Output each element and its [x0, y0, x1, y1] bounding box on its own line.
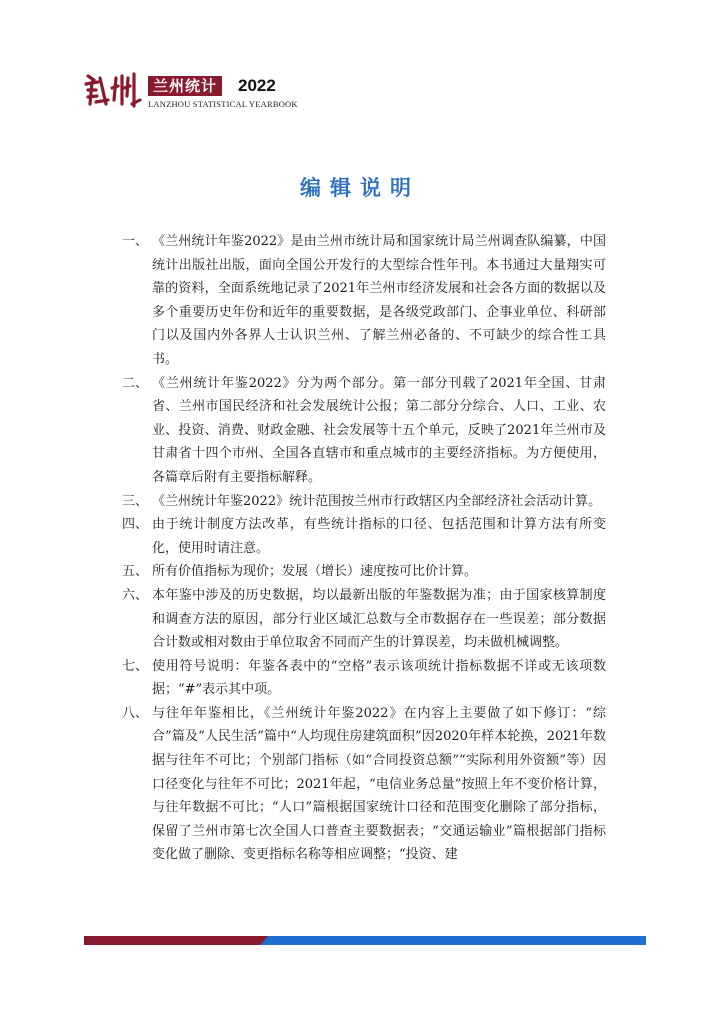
item-number: 六、 [122, 587, 149, 603]
item-text: 所有价值指标为现价；发展（增长）速度按可比价计算。 [152, 564, 478, 580]
item-number: 八、 [122, 705, 149, 721]
item-text: 《兰州统计年鉴2022》是由兰州市统计局和国家统计局兰州调查队编纂，中国统计出版社出版，面向全国公开发行的大型综合性年刊。本书通过大量翔实可靠的资料，全面系统地记录了2021年兰州市经济发展和社会各方面的数据以及多个重要历史年份和近年的重要数据，是各级党政部门、企事业单位、科研部门以及国内外各界人士认识兰州、了解兰州必备的、不可缺少的综合性工具书。 [152, 234, 606, 367]
item-number: 二、 [122, 375, 149, 391]
brand-label: 兰州统计 [148, 76, 222, 96]
brand-english-name: LANZHOU STATISTICAL YEARBOOK [148, 99, 298, 109]
item-text: 本年鉴中涉及的历史数据，均以最新出版的年鉴数据为准；由于国家核算制度和调查方法的原因，部分行业区域汇总数与全市数据存在一些误差；部分数据合计数或相对数由于单位取舍不同而产生的计算误差，均未做机械调整。 [152, 587, 606, 651]
item-text: 与往年年鉴相比，《兰州统计年鉴2022》在内容上主要做了如下修订：“综合”篇及“人民生活”篇中“人均现住房建筑面积”因2020年样本轮换，2021年数据与往年不可比；个别部门指标（如“合同投资总额”“实际利用外资额”等）因口径变化与往年不可比；2021年起，“电信业务总量”按照上年不变价格计算，与往年数据不可比；“人口”篇根据国家统计口径和范围变化删除了部分指标，保留了兰州市第七次全国人口普查主要数据表；“交通运输业”篇根据部门指标变化做了删除、变更指标名称等相应调整；“投资、建 [152, 705, 606, 863]
item-number: 五、 [122, 564, 149, 580]
item-number: 四、 [122, 517, 149, 533]
footer-bar-blue [260, 936, 646, 945]
list-item [122, 702, 606, 867]
list-item [122, 560, 606, 584]
item-number: 七、 [122, 658, 149, 674]
lanzhou-calligraphy-logo [82, 70, 146, 110]
list-item [122, 655, 606, 702]
edition-year: 2022 [238, 76, 276, 95]
item-text: 《兰州统计年鉴2022》分为两个部分。第一部分刊载了2021年全国、甘肃省、兰州市国民经济和社会发展统计公报；第二部分分综合、人口、工业、农业、投资、消费、财政金融、社会发展等十五个单元，反映了2021年兰州市及甘肃省十四个市州、全国各直辖市和重点城市的主要经济指标。为方便使用，各篇章后附有主要指标解释。 [152, 375, 606, 485]
footer-decorative-bar [84, 936, 646, 945]
list-item [122, 513, 606, 560]
item-number: 三、 [122, 493, 149, 509]
list-item [122, 490, 606, 514]
list-item [122, 372, 606, 490]
page-title: 编辑说明 [300, 176, 420, 200]
item-text: 使用符号说明：年鉴各表中的“空格”表示该项统计指标数据不详或无该项数据；“#”表示其中项。 [152, 658, 606, 698]
footer-bar-red [84, 936, 269, 945]
notes-list [122, 230, 606, 867]
list-item [122, 230, 606, 372]
item-number: 一、 [122, 234, 149, 249]
list-item [122, 584, 606, 655]
item-text: 《兰州统计年鉴2022》统计范围按兰州市行政辖区内全部经济社会活动计算。 [152, 493, 602, 509]
item-text: 由于统计制度方法改革，有些统计指标的口径、包括范围和计算方法有所变化，使用时请注意。 [152, 517, 606, 556]
yearbook-header [82, 70, 402, 114]
